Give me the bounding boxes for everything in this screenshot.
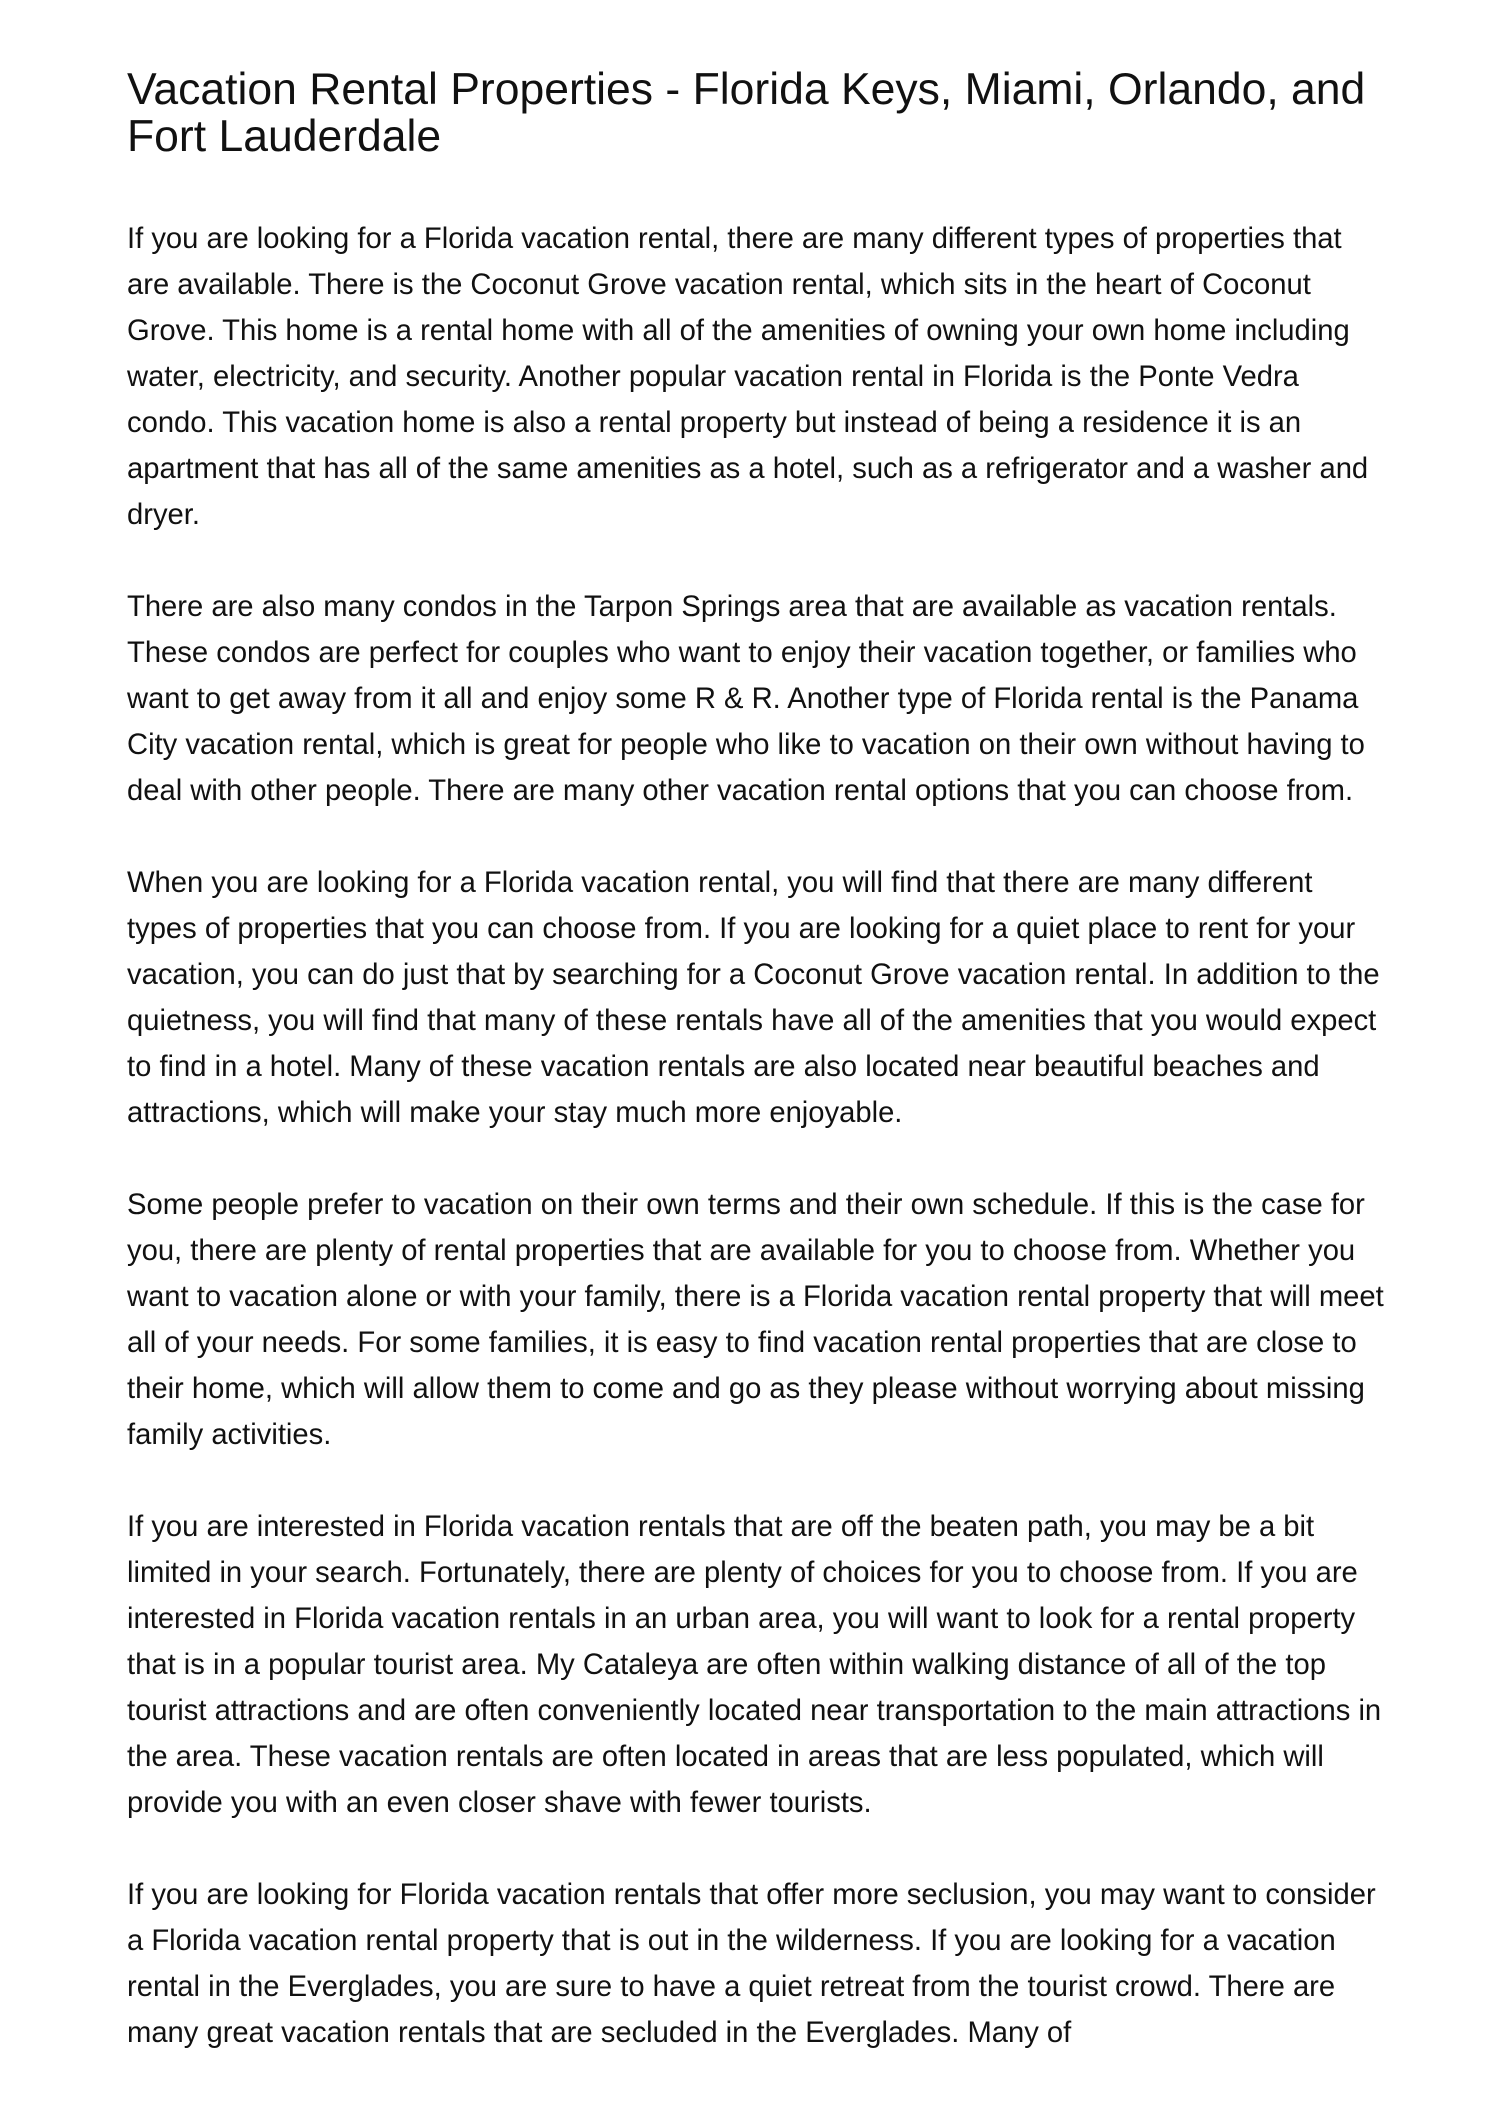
document-body [127, 66, 1389, 2056]
paragraph-3: When you are looking for a Florida vacation rental, you will find that there are many different types of properties that you can choose from. If you are looking for a quiet place to rent for your vacation, you can do just that by searching for a Coconut Grove vacation rental. In addition to the quietness, you will find that many of these rentals have all of the amenities that you would expect to find in a hotel. Many of these vacation rentals are also located near beautiful beaches and attractions, which will make your stay much more enjoyable. [127, 867, 1380, 1129]
paragraph-6: If you are looking for Florida vacation rentals that offer more seclusion, you may want to consider a Florida vacation rental property that is out in the wilderness. If you are looking for a vacation rental in the Everglades, you are sure to have a quiet retreat from the tourist crowd. There are many great vacation rentals that are secluded in the Everglades. Many of [127, 1879, 1376, 2049]
paragraph-2: There are also many condos in the Tarpon Springs area that are available as vacation rentals. These condos are perfect for couples who want to enjoy their vacation together, or families who want to get away from it all and enjoy some R & R. Another type of Florida rental is the Panama City vacation rental, which is great for people who like to vacation on their own without having to deal with other people. There are many other vacation rental options that you can choose from. [127, 591, 1365, 807]
paragraph-1: If you are looking for a Florida vacation rental, there are many different types of properties that are available. There is the Coconut Grove vacation rental, which sits in the heart of Coconut Grove. This home is a rental home with all of the amenities of owning your own home including water, electricity, and security. Another popular vacation rental in Florida is the Ponte Vedra condo. This vacation home is also a rental property but instead of being a residence it is an apartment that has all of the same amenities as a hotel, such as a refrigerator and a washer and dryer. [127, 223, 1369, 531]
paragraph-5: If you are interested in Florida vacation rentals that are off the beaten path, you may be a bit limited in your search. Fortunately, there are plenty of choices for you to choose from. If you are interested in Florida vacation rentals in an urban area, you will want to look for a rental property that is in a popular tourist area. My Cataleya are often within walking distance of all of the top tourist attractions and are often conveniently located near transportation to the main attractions in the area. These vacation rentals are often located in areas that are less populated, which will provide you with an even closer shave with fewer tourists. [127, 1511, 1382, 1819]
paragraph-4: Some people prefer to vacation on their own terms and their own schedule. If this is the case for you, there are plenty of rental properties that are available for you to choose from. Whether you want to vacation alone or with your family, there is a Florida vacation rental property that will meet all of your needs. For some families, it is easy to find vacation rental properties that are close to their home, which will allow them to come and go as they please without worrying about missing family activities. [127, 1189, 1384, 1451]
document-title: Vacation Rental Properties - Florida Keys, Miami, Orlando, and Fort Lauderdale [127, 65, 1366, 161]
